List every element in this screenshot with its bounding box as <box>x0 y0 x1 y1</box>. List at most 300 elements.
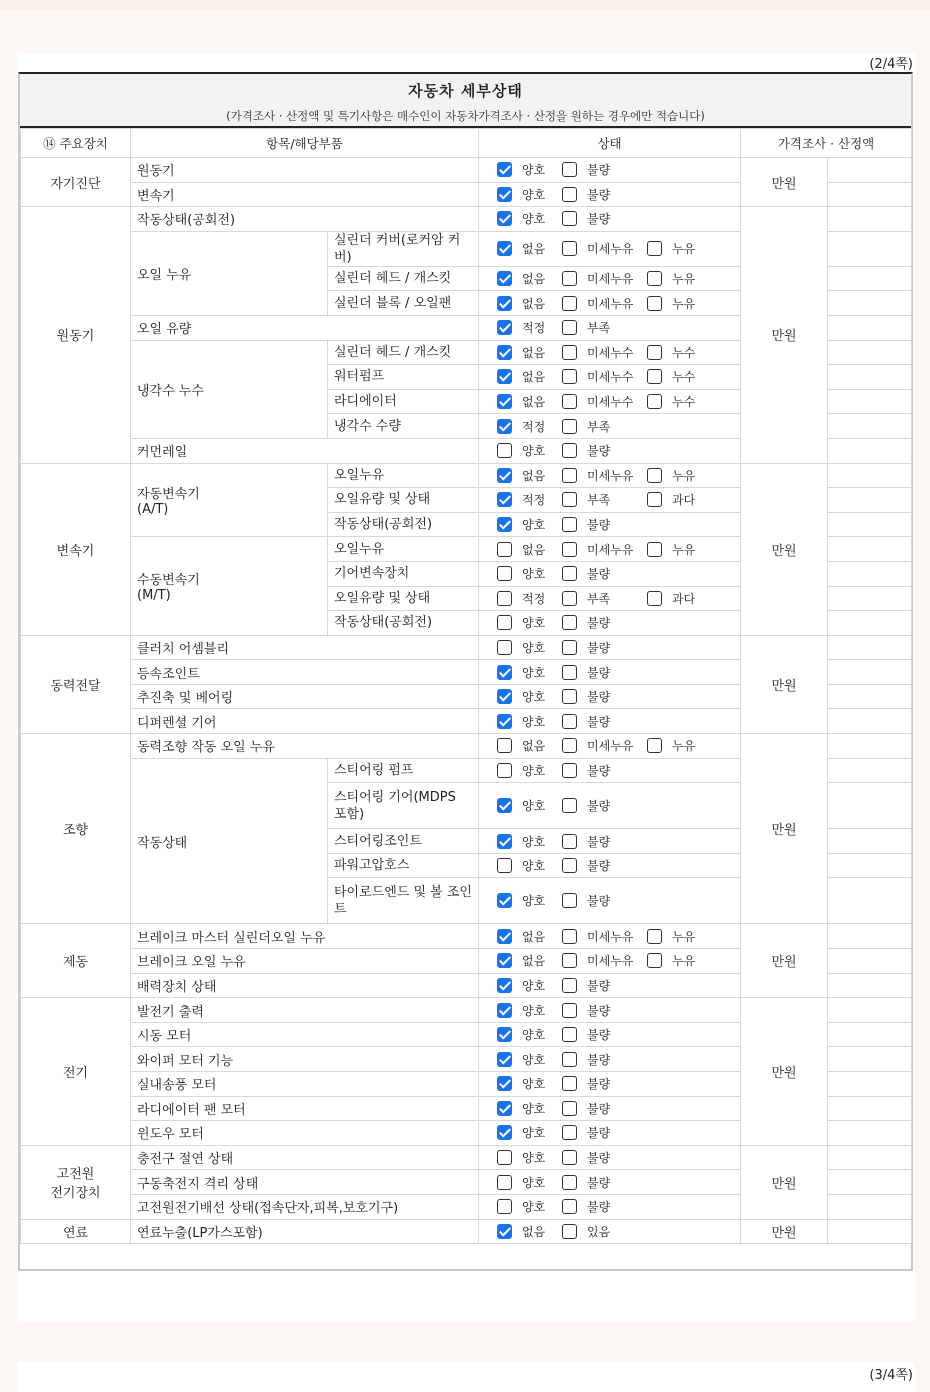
table-row <box>21 158 912 183</box>
price-input-cell[interactable] <box>828 365 912 390</box>
price-input-cell[interactable] <box>828 438 912 463</box>
option-label: 양호 <box>522 894 546 909</box>
option-label: 누유 <box>672 739 696 754</box>
item-cell: 브레이크 마스터 실린더오일 누유 <box>131 924 479 949</box>
checked-checkbox[interactable] <box>497 1027 512 1042</box>
price-input-cell[interactable] <box>828 924 912 949</box>
unchecked-checkbox[interactable] <box>562 1076 577 1091</box>
status-cell <box>479 207 741 232</box>
option-label: 누유 <box>672 272 696 287</box>
unchecked-checkbox[interactable] <box>562 953 577 968</box>
unchecked-checkbox[interactable] <box>647 345 662 360</box>
status-cell <box>479 1121 741 1146</box>
status-cell <box>479 878 741 924</box>
price-input-cell[interactable] <box>828 315 912 340</box>
unchecked-checkbox[interactable] <box>497 542 512 557</box>
unchecked-checkbox[interactable] <box>562 241 577 256</box>
unchecked-checkbox[interactable] <box>562 615 577 630</box>
status-cell <box>479 414 741 439</box>
unchecked-checkbox[interactable] <box>497 738 512 753</box>
price-unit-cell: 만원 <box>741 998 828 1146</box>
option-label: 없음 <box>522 1224 546 1239</box>
item-cell: 실내송풍 모터 <box>131 1072 479 1097</box>
unchecked-checkbox[interactable] <box>562 394 577 409</box>
option-label: 누수 <box>672 370 696 385</box>
price-input-cell[interactable] <box>828 1121 912 1146</box>
sub-item-cell: 파워고압호스 <box>328 853 479 878</box>
option-label: 부족 <box>587 591 611 606</box>
option-label: 불량 <box>587 1028 611 1043</box>
status-cell <box>479 783 741 829</box>
option-label: 양호 <box>522 518 546 533</box>
price-input-cell[interactable] <box>828 1022 912 1047</box>
checked-checkbox[interactable] <box>497 1003 512 1018</box>
status-cell <box>479 340 741 365</box>
checked-checkbox[interactable] <box>497 798 512 813</box>
option-label: 양호 <box>522 1028 546 1043</box>
item-cell: 시동 모터 <box>131 1022 479 1047</box>
option-label: 없음 <box>522 954 546 969</box>
header-item: 항목/해당부품 <box>131 129 479 158</box>
price-input-cell[interactable] <box>828 414 912 439</box>
unchecked-checkbox[interactable] <box>647 296 662 311</box>
price-input-cell[interactable] <box>828 949 912 974</box>
sub-item-cell: 오일누유 <box>328 537 479 562</box>
item-cell: 충전구 절연 상태 <box>131 1145 479 1170</box>
item-cell: 라디에이터 팬 모터 <box>131 1096 479 1121</box>
option-label: 불량 <box>587 665 611 680</box>
option-label: 불량 <box>587 763 611 778</box>
option-label: 양호 <box>522 1101 546 1116</box>
page-title: 자동차 세부상태 <box>408 82 523 100</box>
unchecked-checkbox[interactable] <box>562 566 577 581</box>
table-row <box>21 1219 912 1244</box>
checked-checkbox[interactable] <box>497 1101 512 1116</box>
unchecked-checkbox[interactable] <box>562 211 577 226</box>
price-input-cell[interactable] <box>828 829 912 854</box>
unchecked-checkbox[interactable] <box>497 1199 512 1214</box>
sub-item-cell: 작동상태(공회전) <box>328 611 479 636</box>
option-label: 불량 <box>587 690 611 705</box>
unchecked-checkbox[interactable] <box>497 640 512 655</box>
status-cell <box>479 684 741 709</box>
price-unit-cell: 만원 <box>741 158 828 207</box>
status-cell <box>479 973 741 998</box>
sub-item-cell: 오일유량 및 상태 <box>328 488 479 513</box>
checked-checkbox[interactable] <box>497 893 512 908</box>
page-2 <box>17 53 915 1321</box>
price-input-cell[interactable] <box>828 340 912 365</box>
option-label: 양호 <box>522 690 546 705</box>
unchecked-checkbox[interactable] <box>647 542 662 557</box>
status-cell <box>479 158 741 183</box>
page-number: (2/4쪽) <box>869 57 913 72</box>
item-cell: 오일 유량 <box>131 315 479 340</box>
unchecked-checkbox[interactable] <box>562 1224 577 1239</box>
unchecked-checkbox[interactable] <box>562 834 577 849</box>
price-input-cell[interactable] <box>828 660 912 685</box>
option-label: 불량 <box>587 640 611 655</box>
category-cell: 제동 <box>21 924 131 998</box>
checked-checkbox[interactable] <box>497 211 512 226</box>
option-label: 불량 <box>587 1151 611 1166</box>
checked-checkbox[interactable] <box>497 834 512 849</box>
item-cell: 추진축 및 베어링 <box>131 684 479 709</box>
price-input-cell[interactable] <box>828 734 912 759</box>
option-label: 부족 <box>587 419 611 434</box>
unchecked-checkbox[interactable] <box>647 241 662 256</box>
option-label: 누유 <box>672 954 696 969</box>
sub-item-cell: 타이로드엔드 및 볼 조인 트 <box>328 878 479 924</box>
checked-checkbox[interactable] <box>497 714 512 729</box>
unchecked-checkbox[interactable] <box>497 566 512 581</box>
option-label: 없음 <box>522 929 546 944</box>
unchecked-checkbox[interactable] <box>562 419 577 434</box>
checked-checkbox[interactable] <box>497 296 512 311</box>
price-input-cell[interactable] <box>828 512 912 537</box>
option-label: 불량 <box>587 714 611 729</box>
unchecked-checkbox[interactable] <box>497 1150 512 1165</box>
sub-item-cell: 실린더 커버(로커암 커버) <box>328 231 479 266</box>
price-input-cell[interactable] <box>828 758 912 783</box>
unchecked-checkbox[interactable] <box>562 1052 577 1067</box>
option-label: 불량 <box>587 834 611 849</box>
sub-item-cell: 기어변속장치 <box>328 561 479 586</box>
page-3-preview <box>17 1362 915 1392</box>
option-label: 누유 <box>672 242 696 257</box>
table-row <box>21 1145 912 1170</box>
item-cell: 등속조인트 <box>131 660 479 685</box>
item-cell: 클러치 어셈블리 <box>131 635 479 660</box>
price-unit-cell: 만원 <box>741 463 828 635</box>
status-cell <box>479 586 741 611</box>
item-cell: 냉각수 누수 <box>131 340 328 438</box>
category-cell: 고전원 전기장치 <box>21 1145 131 1219</box>
unchecked-checkbox[interactable] <box>647 468 662 483</box>
price-input-cell[interactable] <box>828 878 912 924</box>
status-cell <box>479 463 741 488</box>
option-label: 양호 <box>522 763 546 778</box>
price-input-cell[interactable] <box>828 586 912 611</box>
unchecked-checkbox[interactable] <box>497 443 512 458</box>
sub-item-cell: 스티어링조인트 <box>328 829 479 854</box>
unchecked-checkbox[interactable] <box>562 369 577 384</box>
checked-checkbox[interactable] <box>497 1125 512 1140</box>
checked-checkbox[interactable] <box>497 345 512 360</box>
price-input-cell[interactable] <box>828 1194 912 1219</box>
option-label: 부족 <box>587 493 611 508</box>
status-cell <box>479 231 741 266</box>
unchecked-checkbox[interactable] <box>647 271 662 286</box>
status-cell <box>479 1096 741 1121</box>
option-label: 미세누수 <box>587 345 634 360</box>
option-label: 불량 <box>587 187 611 202</box>
unchecked-checkbox[interactable] <box>562 665 577 680</box>
price-input-cell[interactable] <box>828 561 912 586</box>
status-cell <box>479 512 741 537</box>
option-label: 미세누수 <box>587 370 634 385</box>
price-input-cell[interactable] <box>828 231 912 266</box>
price-input-cell[interactable] <box>828 389 912 414</box>
option-label: 양호 <box>522 1175 546 1190</box>
category-cell: 연료 <box>21 1219 131 1244</box>
item-cell: 커먼레일 <box>131 438 479 463</box>
status-cell <box>479 998 741 1023</box>
item-cell: 윈도우 모터 <box>131 1121 479 1146</box>
option-label: 누유 <box>672 468 696 483</box>
checked-checkbox[interactable] <box>497 369 512 384</box>
option-label: 미세누유 <box>587 468 634 483</box>
unchecked-checkbox[interactable] <box>562 492 577 507</box>
price-input-cell[interactable] <box>828 709 912 734</box>
unchecked-checkbox[interactable] <box>647 738 662 753</box>
price-input-cell[interactable] <box>828 1047 912 1072</box>
price-input-cell[interactable] <box>828 182 912 207</box>
option-label: 불량 <box>587 1003 611 1018</box>
checked-checkbox[interactable] <box>497 162 512 177</box>
table-row <box>21 998 912 1023</box>
option-label: 불량 <box>587 894 611 909</box>
unchecked-checkbox[interactable] <box>562 1199 577 1214</box>
item-cell: 발전기 출력 <box>131 998 479 1023</box>
unchecked-checkbox[interactable] <box>562 187 577 202</box>
price-input-cell[interactable] <box>828 266 912 291</box>
option-label: 불량 <box>587 518 611 533</box>
option-label: 불량 <box>587 1175 611 1190</box>
unchecked-checkbox[interactable] <box>562 468 577 483</box>
option-label: 불량 <box>587 212 611 227</box>
option-label: 불량 <box>587 163 611 178</box>
table-row <box>21 924 912 949</box>
unchecked-checkbox[interactable] <box>562 1003 577 1018</box>
checked-checkbox[interactable] <box>497 978 512 993</box>
category-cell: 전기 <box>21 998 131 1146</box>
option-label: 없음 <box>522 468 546 483</box>
unchecked-checkbox[interactable] <box>562 640 577 655</box>
unchecked-checkbox[interactable] <box>647 929 662 944</box>
unchecked-checkbox[interactable] <box>562 345 577 360</box>
price-unit-cell: 만원 <box>741 207 828 463</box>
price-input-cell[interactable] <box>828 684 912 709</box>
status-cell <box>479 1194 741 1219</box>
status-cell <box>479 635 741 660</box>
unchecked-checkbox[interactable] <box>562 443 577 458</box>
option-label: 불량 <box>587 616 611 631</box>
option-label: 없음 <box>522 395 546 410</box>
unchecked-checkbox[interactable] <box>562 1175 577 1190</box>
top-strip <box>0 0 930 10</box>
status-cell <box>479 1047 741 1072</box>
checked-checkbox[interactable] <box>497 665 512 680</box>
sub-item-cell: 냉각수 수량 <box>328 414 479 439</box>
option-label: 불량 <box>587 1126 611 1141</box>
option-label: 있음 <box>587 1224 611 1239</box>
unchecked-checkbox[interactable] <box>497 615 512 630</box>
status-cell <box>479 438 741 463</box>
option-label: 없음 <box>522 345 546 360</box>
unchecked-checkbox[interactable] <box>562 978 577 993</box>
category-cell: 변속기 <box>21 463 131 635</box>
item-cell: 오일 누유 <box>131 231 328 315</box>
price-unit-cell: 만원 <box>741 924 828 998</box>
option-label: 없음 <box>522 272 546 287</box>
option-label: 불량 <box>587 799 611 814</box>
option-label: 불량 <box>587 567 611 582</box>
item-cell: 작동상태(공회전) <box>131 207 479 232</box>
price-input-cell[interactable] <box>828 537 912 562</box>
checked-checkbox[interactable] <box>497 517 512 532</box>
item-cell: 연료누출(LP가스포함) <box>131 1219 479 1244</box>
option-label: 누수 <box>672 395 696 410</box>
option-label: 불량 <box>587 978 611 993</box>
checked-checkbox[interactable] <box>497 689 512 704</box>
option-label: 없음 <box>522 542 546 557</box>
unchecked-checkbox[interactable] <box>562 738 577 753</box>
price-input-cell[interactable] <box>828 973 912 998</box>
unchecked-checkbox[interactable] <box>497 858 512 873</box>
option-label: 불량 <box>587 444 611 459</box>
option-label: 누수 <box>672 345 696 360</box>
status-cell <box>479 537 741 562</box>
price-input-cell[interactable] <box>828 635 912 660</box>
unchecked-checkbox[interactable] <box>647 369 662 384</box>
unchecked-checkbox[interactable] <box>647 591 662 606</box>
sub-item-cell: 작동상태(공회전) <box>328 512 479 537</box>
option-label: 적정 <box>522 591 546 606</box>
unchecked-checkbox[interactable] <box>647 394 662 409</box>
option-label: 양호 <box>522 834 546 849</box>
sub-item-cell: 오일누유 <box>328 463 479 488</box>
price-input-cell[interactable] <box>828 463 912 488</box>
price-input-cell[interactable] <box>828 998 912 1023</box>
unchecked-checkbox[interactable] <box>562 271 577 286</box>
price-input-cell[interactable] <box>828 783 912 829</box>
item-cell: 구동축전지 격리 상태 <box>131 1170 479 1195</box>
option-label: 없음 <box>522 370 546 385</box>
checked-checkbox[interactable] <box>497 953 512 968</box>
option-label: 양호 <box>522 163 546 178</box>
table-header-row <box>21 129 912 158</box>
next-page-number: (3/4쪽) <box>869 1368 913 1383</box>
status-cell <box>479 266 741 291</box>
price-unit-cell: 만원 <box>741 1145 828 1219</box>
unchecked-checkbox[interactable] <box>562 763 577 778</box>
option-label: 양호 <box>522 665 546 680</box>
checked-checkbox[interactable] <box>497 419 512 434</box>
item-cell: 변속기 <box>131 182 479 207</box>
unchecked-checkbox[interactable] <box>562 1150 577 1165</box>
sub-item-cell: 실린더 헤드 / 개스킷 <box>328 340 479 365</box>
price-input-cell[interactable] <box>828 1072 912 1097</box>
option-label: 미세누수 <box>587 395 634 410</box>
status-cell <box>479 561 741 586</box>
option-label: 적정 <box>522 321 546 336</box>
unchecked-checkbox[interactable] <box>497 1175 512 1190</box>
option-label: 미세누유 <box>587 929 634 944</box>
unchecked-checkbox[interactable] <box>562 1101 577 1116</box>
unchecked-checkbox[interactable] <box>647 953 662 968</box>
checked-checkbox[interactable] <box>497 1076 512 1091</box>
header-status: 상태 <box>479 129 741 158</box>
unchecked-checkbox[interactable] <box>562 1125 577 1140</box>
option-label: 없음 <box>522 739 546 754</box>
status-cell <box>479 949 741 974</box>
unchecked-checkbox[interactable] <box>562 893 577 908</box>
header-main-device: ⑭ 주요장치 <box>21 129 131 158</box>
option-label: 불량 <box>587 1052 611 1067</box>
unchecked-checkbox[interactable] <box>562 591 577 606</box>
checked-checkbox[interactable] <box>497 1224 512 1239</box>
item-cell: 자동변속기 (A/T) <box>131 463 328 537</box>
unchecked-checkbox[interactable] <box>562 542 577 557</box>
checked-checkbox[interactable] <box>497 187 512 202</box>
unchecked-checkbox[interactable] <box>562 296 577 311</box>
checked-checkbox[interactable] <box>497 929 512 944</box>
price-input-cell[interactable] <box>828 853 912 878</box>
checked-checkbox[interactable] <box>497 271 512 286</box>
unchecked-checkbox[interactable] <box>647 492 662 507</box>
option-label: 양호 <box>522 859 546 874</box>
option-label: 양호 <box>522 567 546 582</box>
option-label: 양호 <box>522 640 546 655</box>
unchecked-checkbox[interactable] <box>562 320 577 335</box>
option-label: 부족 <box>587 321 611 336</box>
price-input-cell[interactable] <box>828 611 912 636</box>
status-cell <box>479 182 741 207</box>
option-label: 양호 <box>522 444 546 459</box>
price-input-cell[interactable] <box>828 488 912 513</box>
checked-checkbox[interactable] <box>497 320 512 335</box>
option-label: 불량 <box>587 1101 611 1116</box>
price-input-cell[interactable] <box>828 1219 912 1244</box>
unchecked-checkbox[interactable] <box>497 763 512 778</box>
checked-checkbox[interactable] <box>497 241 512 256</box>
checked-checkbox[interactable] <box>497 1052 512 1067</box>
unchecked-checkbox[interactable] <box>562 929 577 944</box>
table-row <box>21 734 912 759</box>
unchecked-checkbox[interactable] <box>562 1027 577 1042</box>
checked-checkbox[interactable] <box>497 394 512 409</box>
option-label: 미세누유 <box>587 296 634 311</box>
price-input-cell[interactable] <box>828 1145 912 1170</box>
price-input-cell[interactable] <box>828 1096 912 1121</box>
sub-item-cell: 스티어링 기어(MDPS 포함) <box>328 783 479 829</box>
status-cell <box>479 829 741 854</box>
price-input-cell[interactable] <box>828 1170 912 1195</box>
option-label: 불량 <box>587 859 611 874</box>
price-input-cell[interactable] <box>828 291 912 316</box>
option-label: 미세누유 <box>587 272 634 287</box>
unchecked-checkbox[interactable] <box>562 858 577 873</box>
checked-checkbox[interactable] <box>497 492 512 507</box>
sub-item-cell: 라디에이터 <box>328 389 479 414</box>
option-label: 양호 <box>522 799 546 814</box>
unchecked-checkbox[interactable] <box>497 591 512 606</box>
unchecked-checkbox[interactable] <box>562 162 577 177</box>
unchecked-checkbox[interactable] <box>562 798 577 813</box>
unchecked-checkbox[interactable] <box>562 714 577 729</box>
sub-item-cell: 실린더 헤드 / 개스킷 <box>328 266 479 291</box>
price-input-cell[interactable] <box>828 207 912 232</box>
checked-checkbox[interactable] <box>497 468 512 483</box>
option-label: 양호 <box>522 1052 546 1067</box>
category-cell: 자기진단 <box>21 158 131 207</box>
option-label: 누유 <box>672 296 696 311</box>
unchecked-checkbox[interactable] <box>562 689 577 704</box>
option-label: 양호 <box>522 1003 546 1018</box>
unchecked-checkbox[interactable] <box>562 517 577 532</box>
price-input-cell[interactable] <box>828 158 912 183</box>
